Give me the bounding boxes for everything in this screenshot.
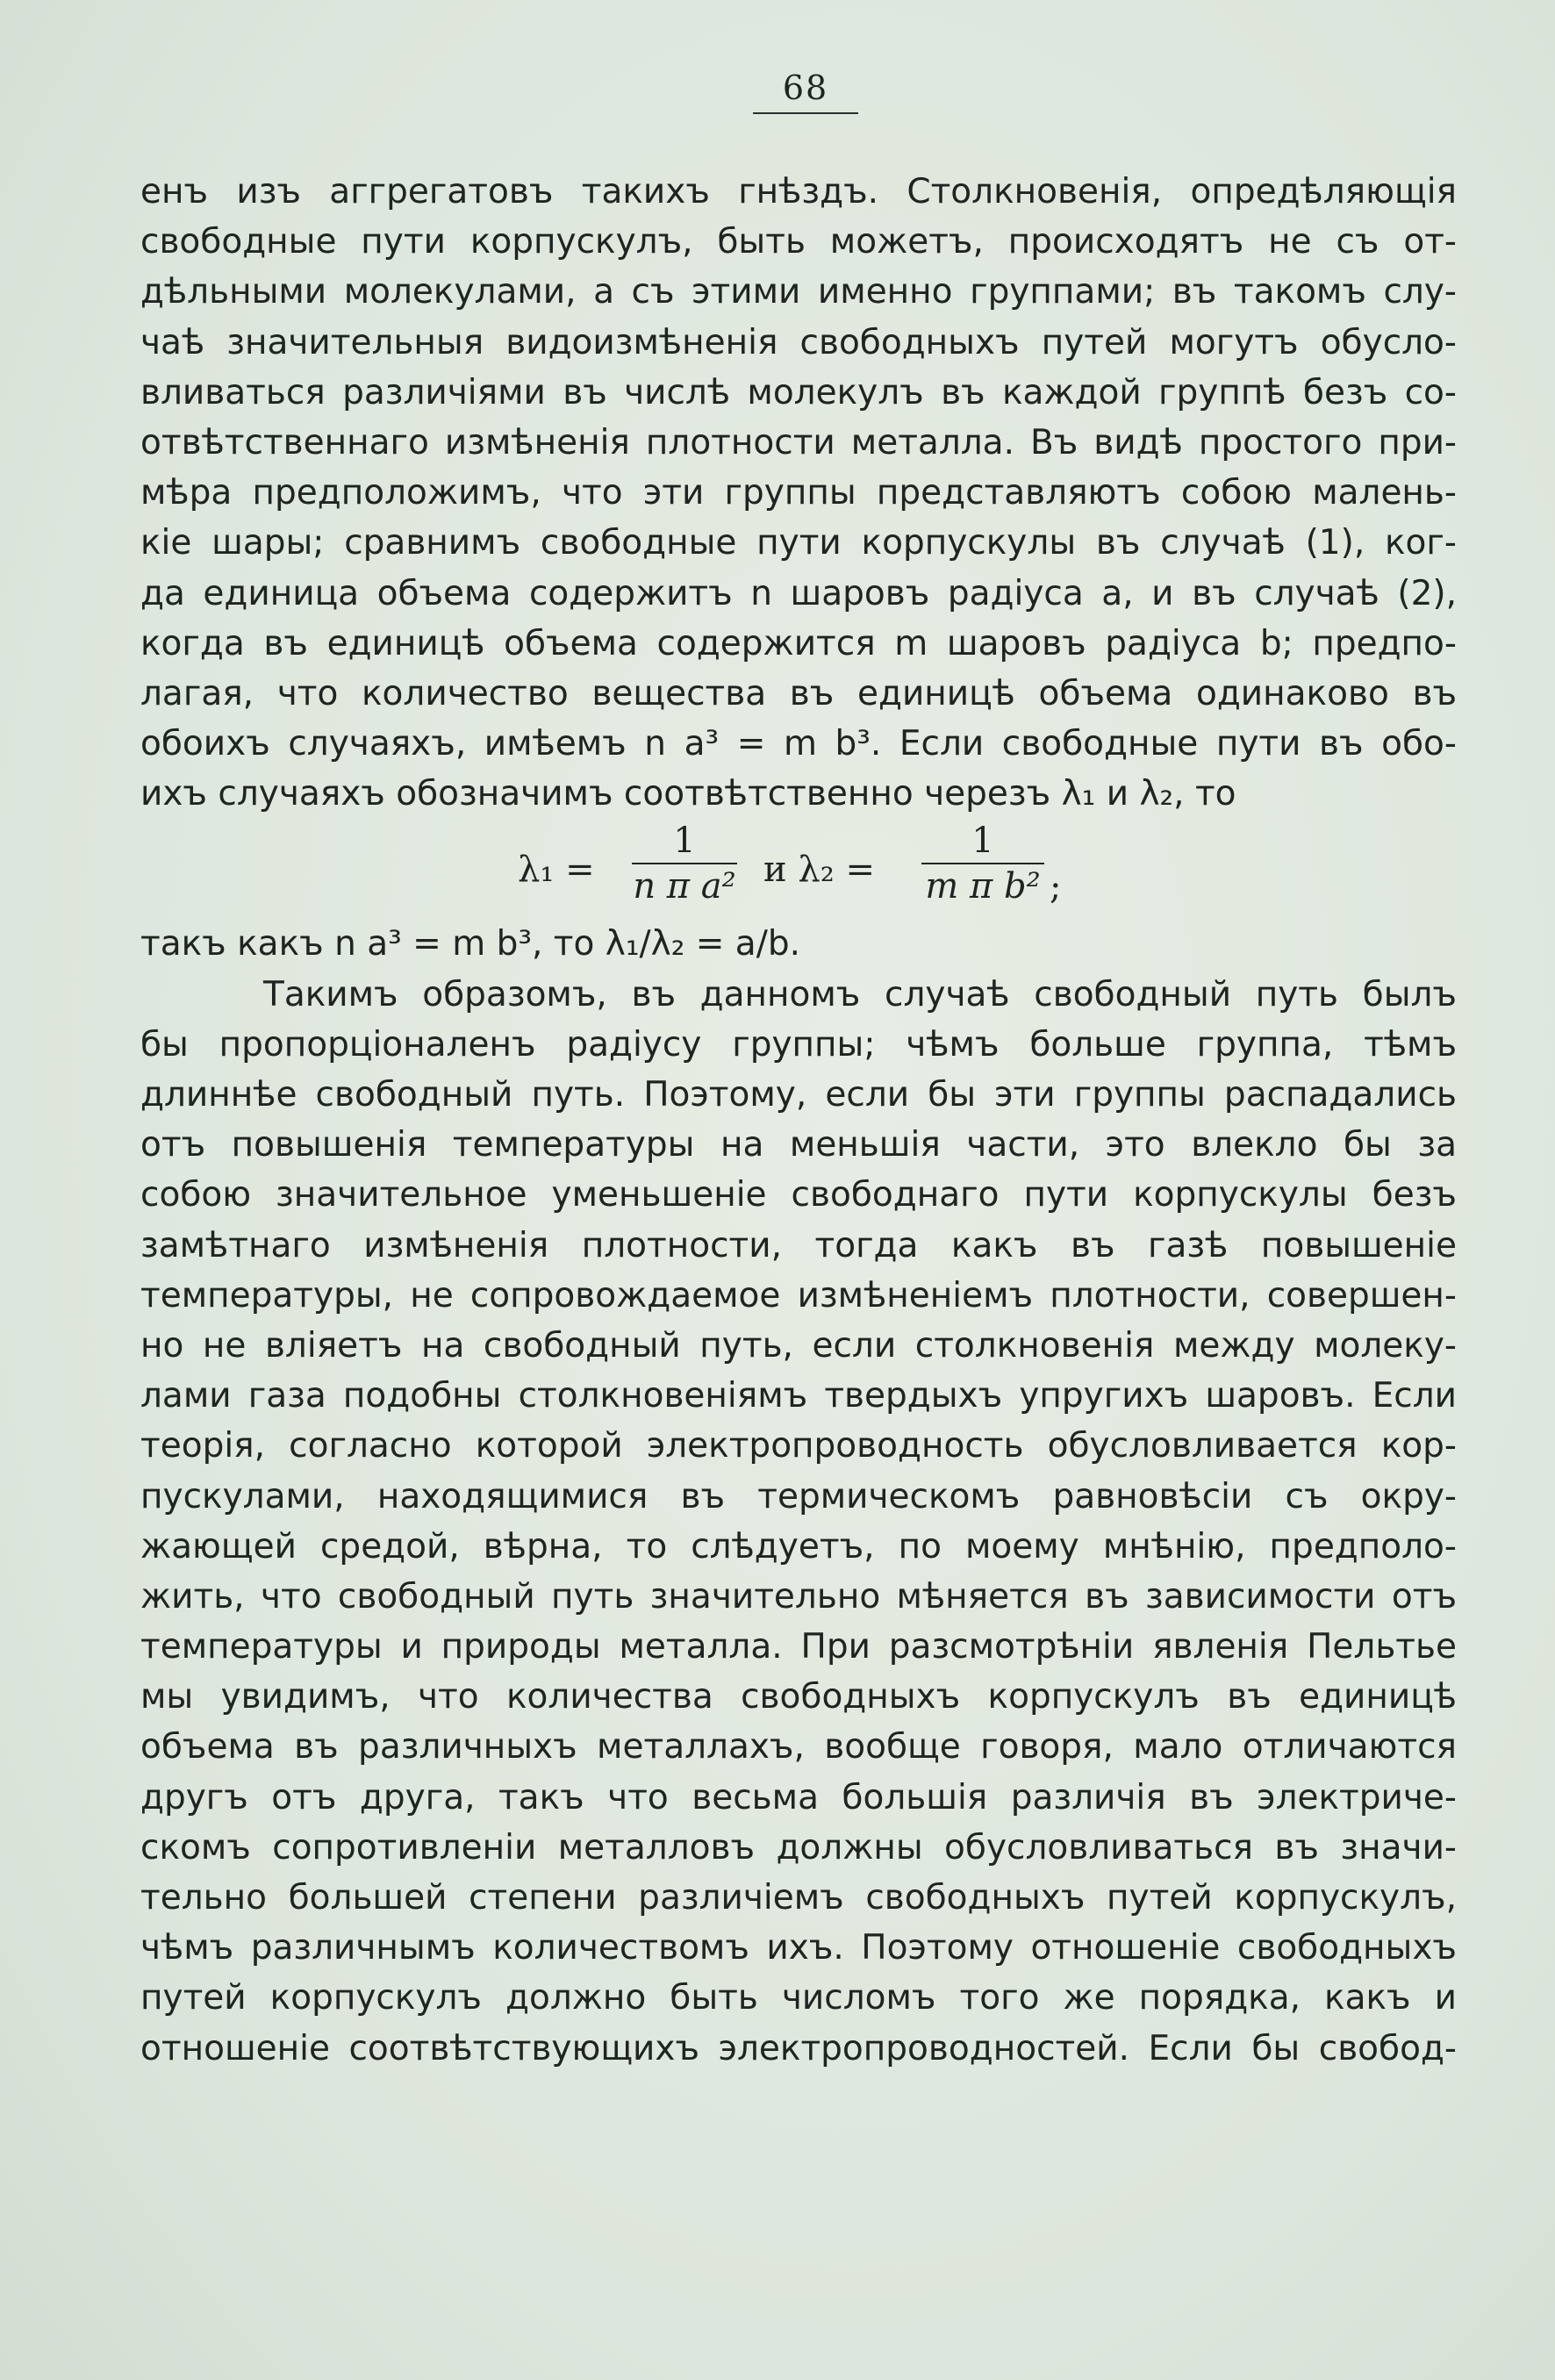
- text-line: собою значительное уменьшеніе свободнаго пути корпускулы безъ: [140, 1175, 1457, 1215]
- text-line: лами газа подобны столкновеніямъ твердыхъ упругихъ шаровъ. Если: [140, 1376, 1457, 1416]
- text-line: жающей средой, вѣрна, то слѣдуетъ, по моему мнѣнію, предполо-: [140, 1526, 1457, 1566]
- text-line: температуры и природы металла. При разсмотрѣніи явленія Пельтье: [140, 1627, 1457, 1667]
- text-line: такъ какъ n a³ = m b³, то λ₁/λ₂ = a/b.: [140, 924, 800, 964]
- fraction-two: [921, 819, 1044, 908]
- text-line: свободные пути корпускулъ, быть можетъ, происходятъ не съ от-: [140, 222, 1457, 262]
- text-line: бы пропорціоналенъ радіусу группы; чѣмъ больше группа, тѣмъ: [140, 1024, 1457, 1065]
- text-line: да единица объема содержитъ n шаровъ радіуса a, и въ случаѣ (2),: [140, 573, 1457, 613]
- page-number-rule: [753, 112, 858, 114]
- text-line: путей корпускулъ должно быть числомъ того же порядка, какъ и: [140, 1978, 1457, 2018]
- formula-lambda2: и λ₂ =: [763, 849, 875, 891]
- text-line: дѣльными молекулами, а съ этими именно группами; въ такомъ слу-: [140, 272, 1457, 312]
- text-line: чаѣ значительныя видоизмѣненія свободныхъ путей могутъ обусло-: [140, 322, 1457, 362]
- text-line: кіе шары; сравнимъ свободные пути корпускулы въ случаѣ (1), ког-: [140, 523, 1457, 563]
- fraction-two-denominator: m π b²: [925, 866, 1041, 907]
- paragraph-first-line: Такимъ образомъ, въ данномъ случаѣ свободный путь былъ: [263, 974, 1457, 1014]
- body-text: [140, 167, 1457, 2074]
- text-line: объема въ различныхъ металлахъ, вообще говоря, мало отличаются: [140, 1727, 1457, 1767]
- text-line: отвѣтственнаго измѣненія плотности металла. Въ видѣ простого при-: [140, 422, 1457, 462]
- text-line: мѣра предположимъ, что эти группы представляютъ собою малень-: [140, 473, 1457, 513]
- text-line: обоихъ случаяхъ, имѣемъ n a³ = m b³. Если свободные пути въ обо-: [140, 724, 1457, 764]
- text-line: пускулами, находящимися въ термическомъ равновѣсіи съ окру-: [140, 1476, 1457, 1516]
- fraction-one: [632, 819, 737, 908]
- text-line: теорія, согласно которой электропроводность обусловливается кор-: [140, 1426, 1457, 1466]
- text-line: но не вліяетъ на свободный путь, если столкновенія между молеку-: [140, 1325, 1457, 1366]
- text-line: скомъ сопротивленіи металловъ должны обусловливаться въ значи-: [140, 1827, 1457, 1867]
- page-number: 68: [782, 68, 829, 107]
- text-line: другъ отъ друга, такъ что весьма большія различія въ электриче-: [140, 1777, 1457, 1817]
- text-line: длиннѣе свободный путь. Поэтому, если бы эти группы распадались: [140, 1075, 1457, 1115]
- text-line: отъ повышенія температуры на меньшія части, это влекло бы за: [140, 1125, 1457, 1165]
- fraction-two-numerator: 1: [971, 821, 994, 862]
- text-line: жить, что свободный путь значительно мѣняется въ зависимости отъ: [140, 1576, 1457, 1617]
- text-line: отношеніе соотвѣтствующихъ электропроводностей. Если бы свобод-: [140, 2028, 1457, 2068]
- formula-semicolon: ;: [1050, 867, 1062, 908]
- text-line: ихъ случаяхъ обозначимъ соотвѣтственно черезъ λ₁ и λ₂, то: [140, 774, 1236, 814]
- text-line: температуры, не сопровождаемое измѣненіемъ плотности, совершен-: [140, 1275, 1457, 1315]
- text-line: вливаться различіями въ числѣ молекулъ въ каждой группѣ безъ со-: [140, 372, 1457, 412]
- text-line: тельно большей степени различіемъ свободныхъ путей корпускулъ,: [140, 1878, 1457, 1918]
- text-line: енъ изъ аггрегатовъ такихъ гнѣздъ. Столкновенія, опредѣляющія: [140, 172, 1457, 211]
- text-line: чѣмъ различнымъ количествомъ ихъ. Поэтому отношеніе свободныхъ: [140, 1928, 1457, 1968]
- text-line: замѣтнаго измѣненія плотности, тогда какъ въ газѣ повышеніе: [140, 1225, 1457, 1265]
- text-line: когда въ единицѣ объема содержится m шаровъ радіуса b; предпо-: [140, 623, 1457, 663]
- text-line: мы увидимъ, что количества свободныхъ корпускулъ въ единицѣ: [140, 1677, 1457, 1717]
- formula-block: [140, 819, 1457, 919]
- fraction-one-numerator: 1: [673, 821, 696, 862]
- text-line: лагая, что количество вещества въ единицѣ объема одинаково въ: [140, 673, 1457, 713]
- fraction-one-denominator: n π a²: [633, 866, 736, 907]
- formula-lambda1: λ₁ =: [518, 849, 595, 891]
